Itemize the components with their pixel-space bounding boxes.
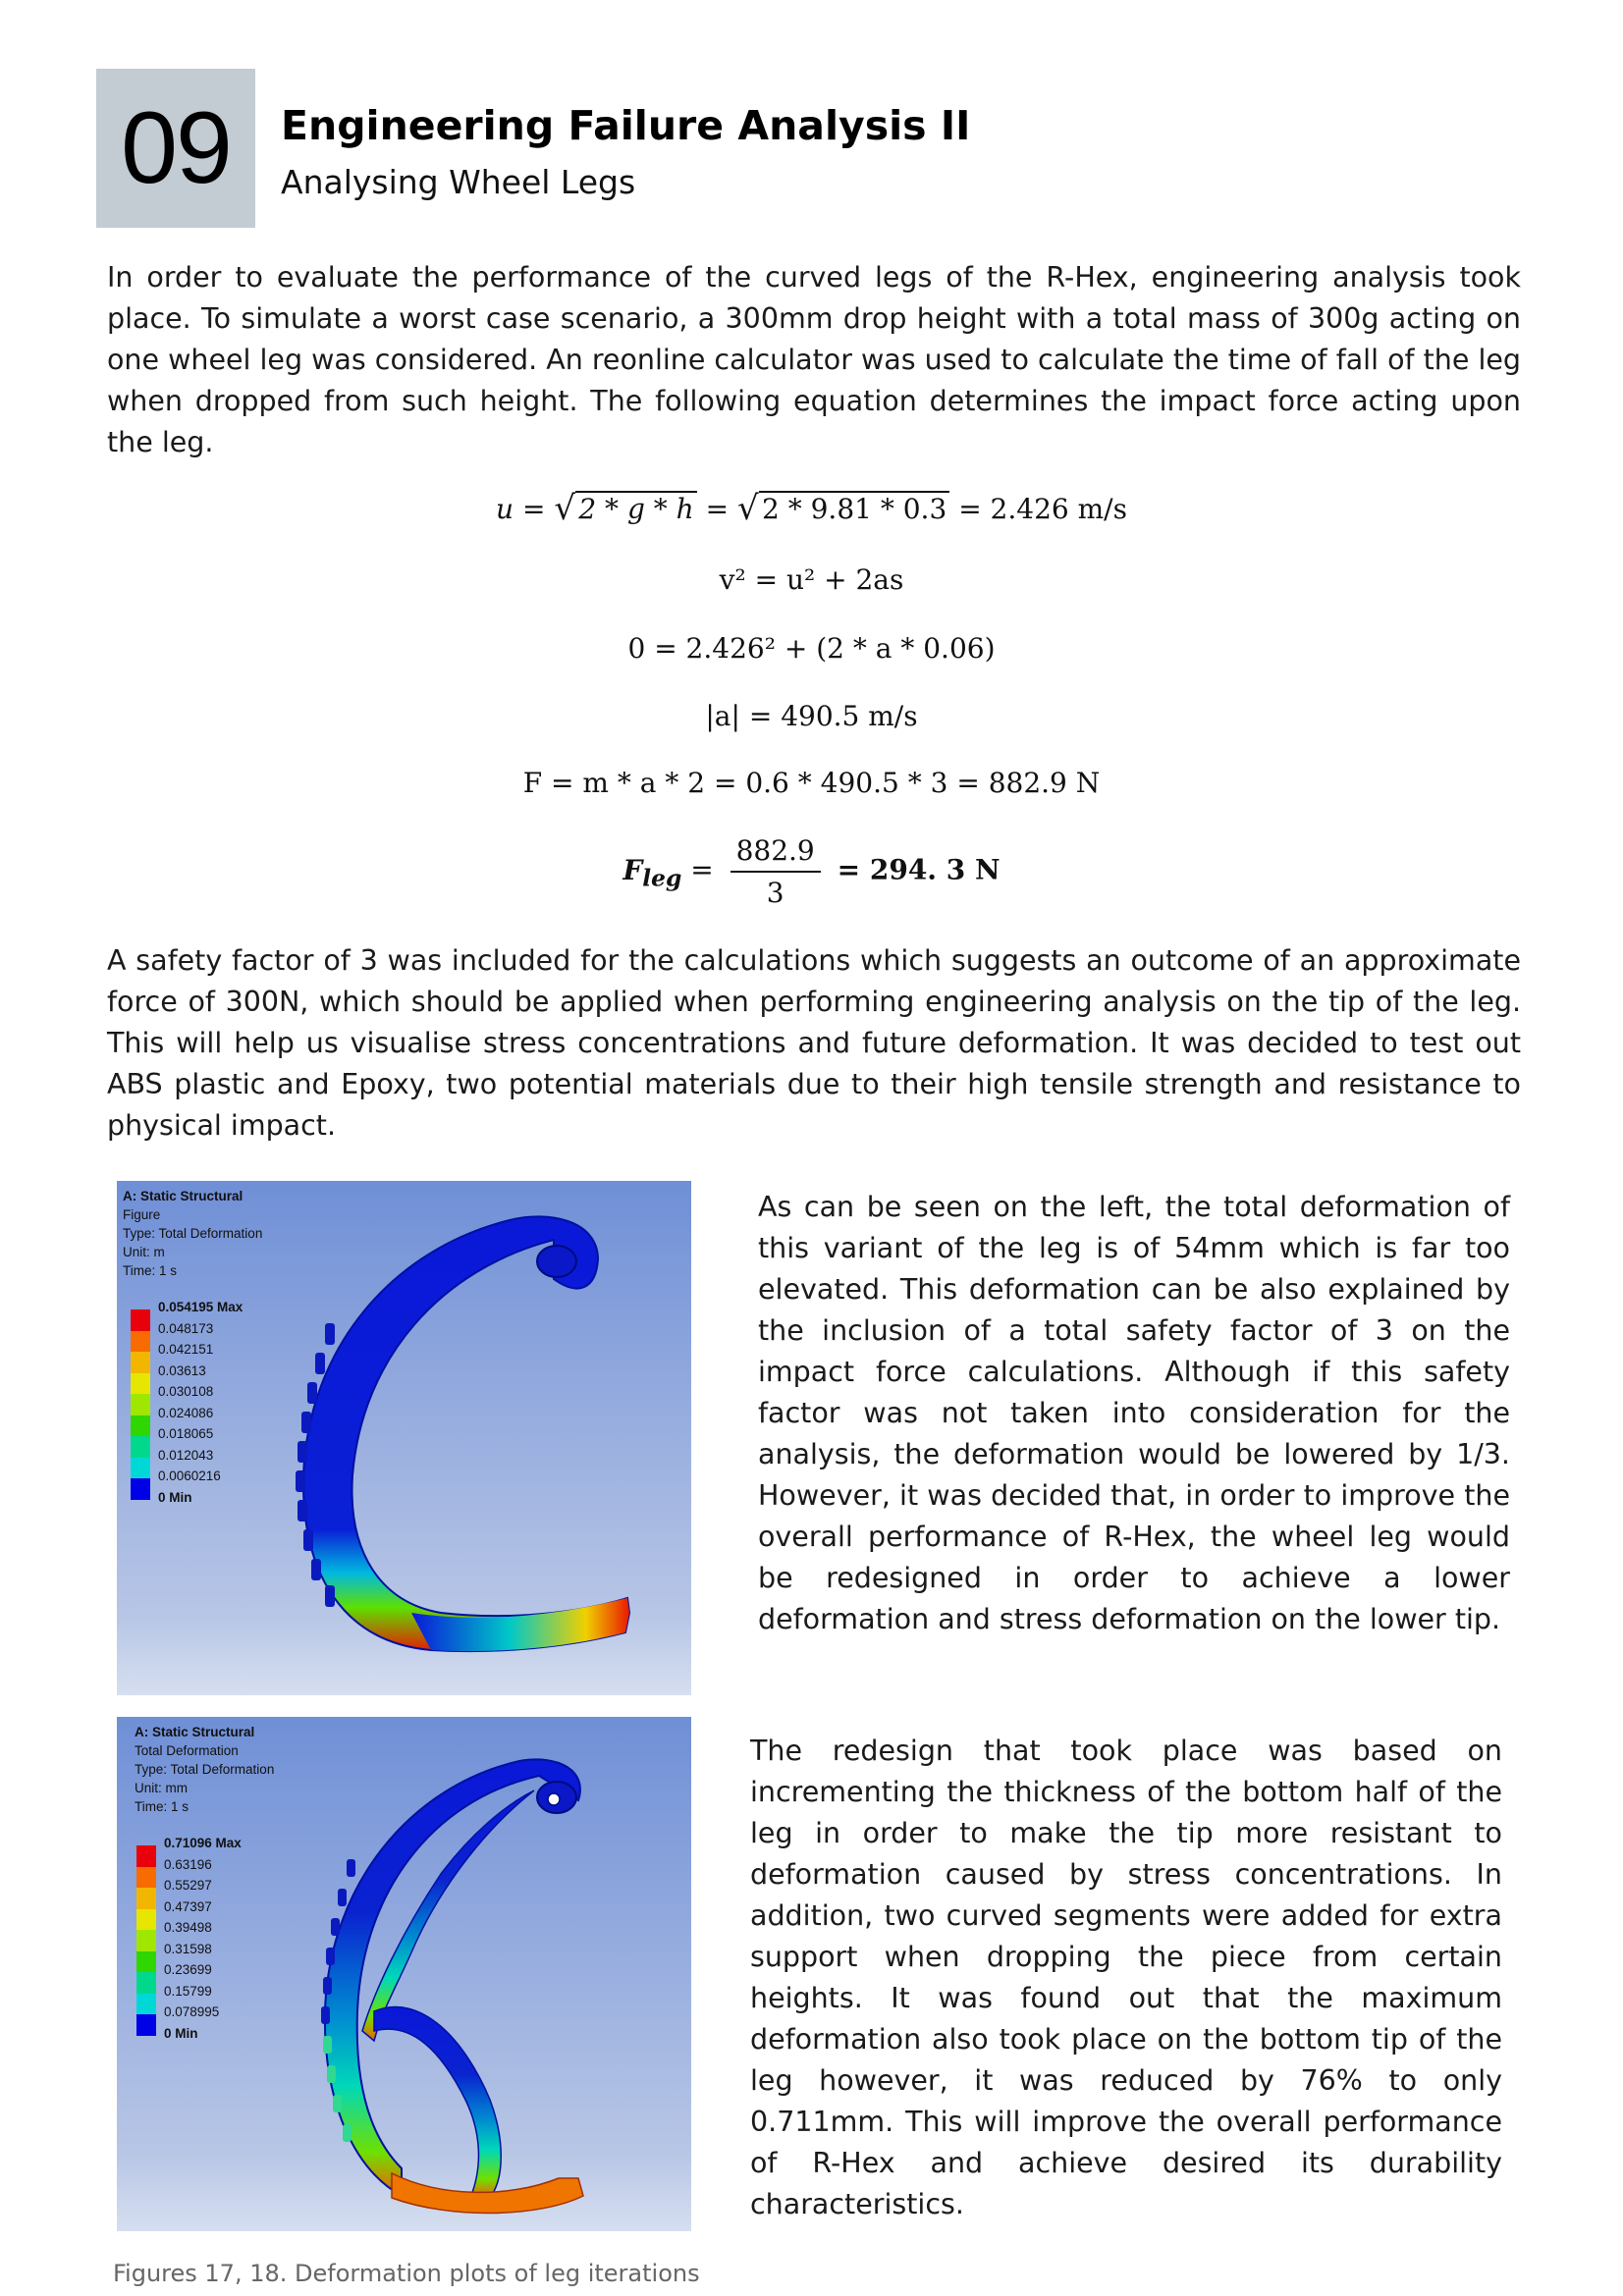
figure-caption: Figures 17, 18. Deformation plots of leg iterations <box>113 2260 700 2287</box>
fraction: $\frac{882.9}{3}$ <box>730 834 821 909</box>
page-subtitle: Analysing Wheel Legs <box>281 163 636 201</box>
curved-leg-model-1 <box>117 1181 691 1695</box>
equation-velocity: u = √ 2 * g * h = √ 2 * 9.81 * 0.3 = 2.426 m/s <box>496 489 1127 528</box>
deformation-plot-1: A: Static Structural Figure Type: Total Deformation Unit: m Time: 1 s 0.054195 Max 0.048173 0.042151 0.03613 0.030108 0.024086 0.018065 0.012043 0.0060216 0 Min <box>117 1181 691 1695</box>
intro-paragraph: In order to evaluate the performance of the curved legs of the R-Hex, engineering analysis took place. To simulate a worst case scenario, a 300mm drop height with a total mass of 300g acting on one wheel leg was considered. An reonline calculator was used to calculate the time of fall of the leg when dropped from such height. The following equation determines the impact force acting upon the leg. <box>107 261 1521 458</box>
sqrt-symbolic: √ 2 * g * h <box>554 493 696 525</box>
figure2-description: The redesign that took place was based on incrementing the thickness of the bottom half of the leg in order to make the tip more resistant to deformation caused by stress concentrations. In addition, two curved segments were added for extra support when dropping the piece from certain heights. It was found out that the maximum deformation also took place on the bottom tip of the leg however, it was reduced by 76% to only 0.711mm. This will improve the overall performance of R-Hex and achieve desired its durability characteristics. <box>750 1735 1502 2220</box>
equation-acceleration-magnitude: |a| = 490.5 m/s <box>705 700 918 732</box>
section-number-box <box>96 69 255 228</box>
equation-kinematic: v² = u² + 2as <box>719 563 904 596</box>
equation-acceleration-solve: 0 = 2.426² + (2 * a * 0.06) <box>627 632 996 665</box>
equation-leg-force: $F_{leg}$ = $\frac{882.9}{3}$ = 294. 3 N <box>622 834 1001 909</box>
deformation-plot-2: A: Static Structural Total Deformation Type: Total Deformation Unit: mm Time: 1 s 0.71096 Max 0.63196 0.55297 0.47397 0.39498 0.31598 0.23699 0.15799 0.078995 0 Min <box>117 1717 691 2231</box>
figure1-description: As can be seen on the left, the total deformation of this variant of the leg is of 54mm which is far too elevated. This deformation can be also explained by the inclusion of a total safety factor of 3 on the impact force calculations. Although if this safety factor was not taken into consideration for the analysis, the deformation would be lowered by 1/3. However, it was decided that, in order to improve the overall performance of R-Hex, the wheel leg would be redesigned in order to achieve a lower deformation and stress deformation on the lower tip. <box>758 1191 1510 1635</box>
page-title: Engineering Failure Analysis II <box>281 102 971 149</box>
safety-factor-paragraph: A safety factor of 3 was included for the calculations which suggests an outcome of an approximate force of 300N, which should be applied when performing engineering analysis on the tip of the leg. This will help us visualise stress concentrations and future deformation. It was decided to test out ABS plastic and Epoxy, two potential materials due to their high tensile strength and resistance to physical impact. <box>107 944 1521 1142</box>
redesigned-leg-model-2 <box>117 1717 691 2231</box>
sqrt-numeric: √ 2 * 9.81 * 0.3 <box>737 493 949 525</box>
section-number: 09 <box>121 90 231 205</box>
plot-header: A: Static Structural Total Deformation Type: Total Deformation Unit: mm Time: 1 s <box>135 1725 275 1814</box>
equation-force: F = m * a * 2 = 0.6 * 490.5 * 3 = 882.9 N <box>522 767 1101 799</box>
plot-header: A: Static Structural Figure Type: Total Deformation Unit: m Time: 1 s <box>123 1189 263 1278</box>
